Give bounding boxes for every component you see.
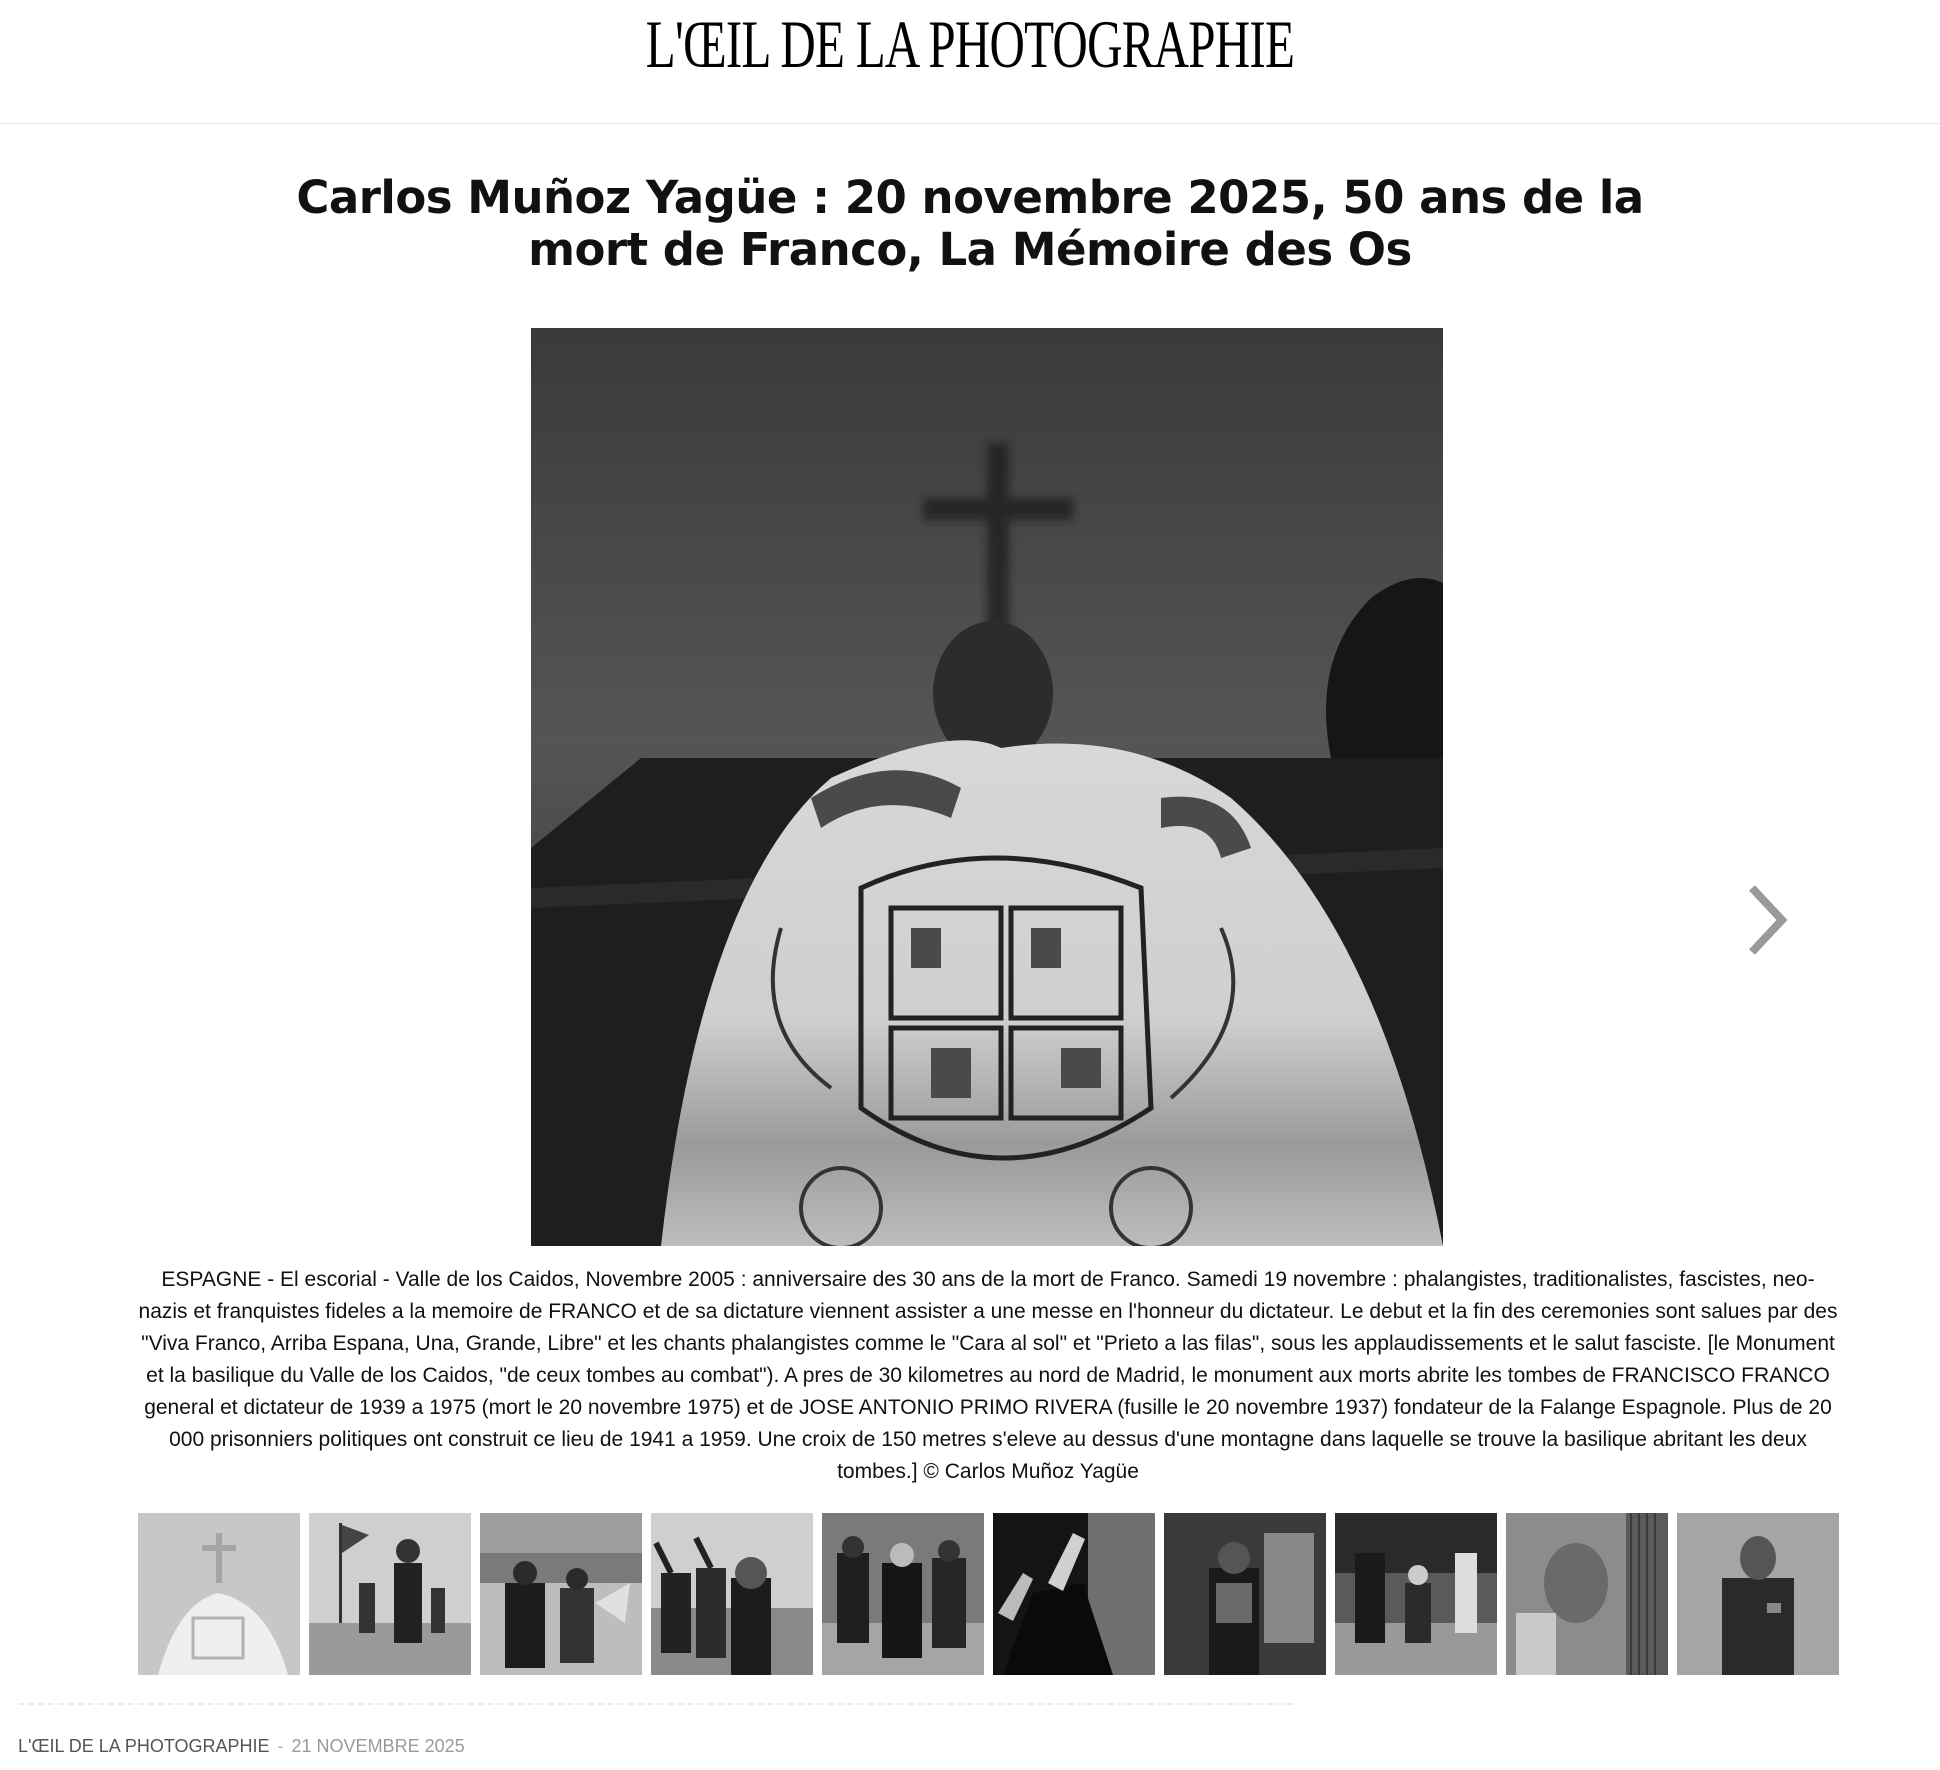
- site-header: [0, 0, 1940, 124]
- article-title: Carlos Muñoz Yagüe : 20 novembre 2025, 50 ans de la mort de Franco, La Mémoire des Os: [296, 171, 1644, 276]
- main-photo: [531, 328, 1443, 1246]
- next-slide-button[interactable]: [1738, 880, 1798, 960]
- footer-source[interactable]: L'ŒIL DE LA PHOTOGRAPHIE: [18, 1736, 270, 1756]
- thumbnail-9[interactable]: [1506, 1513, 1668, 1675]
- thumbnail-2[interactable]: [309, 1513, 471, 1675]
- thumbnail-8[interactable]: [1335, 1513, 1497, 1675]
- thumbnail-1[interactable]: [138, 1513, 300, 1675]
- thumbnail-5[interactable]: [822, 1513, 984, 1675]
- thumbnail-7[interactable]: [1164, 1513, 1326, 1675]
- footer-date: 21 NOVEMBRE 2025: [291, 1736, 465, 1756]
- site-logo[interactable]: L'ŒIL DE LA PHOTOGRAPHIE: [645, 6, 1295, 82]
- footer-divider: [18, 1703, 1293, 1705]
- article-footer: [18, 1736, 465, 1757]
- thumbnail-3[interactable]: [480, 1513, 642, 1675]
- chevron-right-icon: [1738, 880, 1798, 960]
- thumbnail-strip: [138, 1513, 1838, 1675]
- thumbnail-4[interactable]: [651, 1513, 813, 1675]
- thumbnail-10[interactable]: [1677, 1513, 1839, 1675]
- photo-caption: ESPAGNE - El escorial - Valle de los Caidos, Novembre 2005 : anniversaire des 30 ans de la mort de Franco. Samedi 19 novembre : phalangistes, traditionalistes, fascistes, neo-nazis et franquistes fideles a la memoire de FRANCO et de sa dictature viennent assister a une messe en l'honneur du dictateur. Le debut et la fin des ceremonies sont salues par des "Viva Franco, Arriba Espana, Una, Grande, Libre" et les chants phalangistes comme le "Cara al sol" et "Prieto a las filas", sous les applaudissements et le salut fasciste. [le Monument et la basilique du Valle de los Caidos, "de ceux tombes au combat"). A pres de 30 kilometres au nord de Madrid, le monument aux morts abrite les tombes de FRANCISCO FRANCO general et dictateur de 1939 a 1975 (mort le 20 novembre 1975) et de JOSE ANTONIO PRIMO RIVERA (fusille le 20 novembre 1937) fondateur de la Falange Espagnole. Plus de 20 000 prisonniers politiques ont construit ce lieu de 1941 a 1959. Une croix de 150 metres s'eleve au dessus d'une montagne dans laquelle se trouve la basilique abritant les deux tombes.] © Carlos Muñoz Yagüe: [138, 1268, 1838, 1483]
- thumbnail-6[interactable]: [993, 1513, 1155, 1675]
- footer-separator: -: [277, 1736, 284, 1756]
